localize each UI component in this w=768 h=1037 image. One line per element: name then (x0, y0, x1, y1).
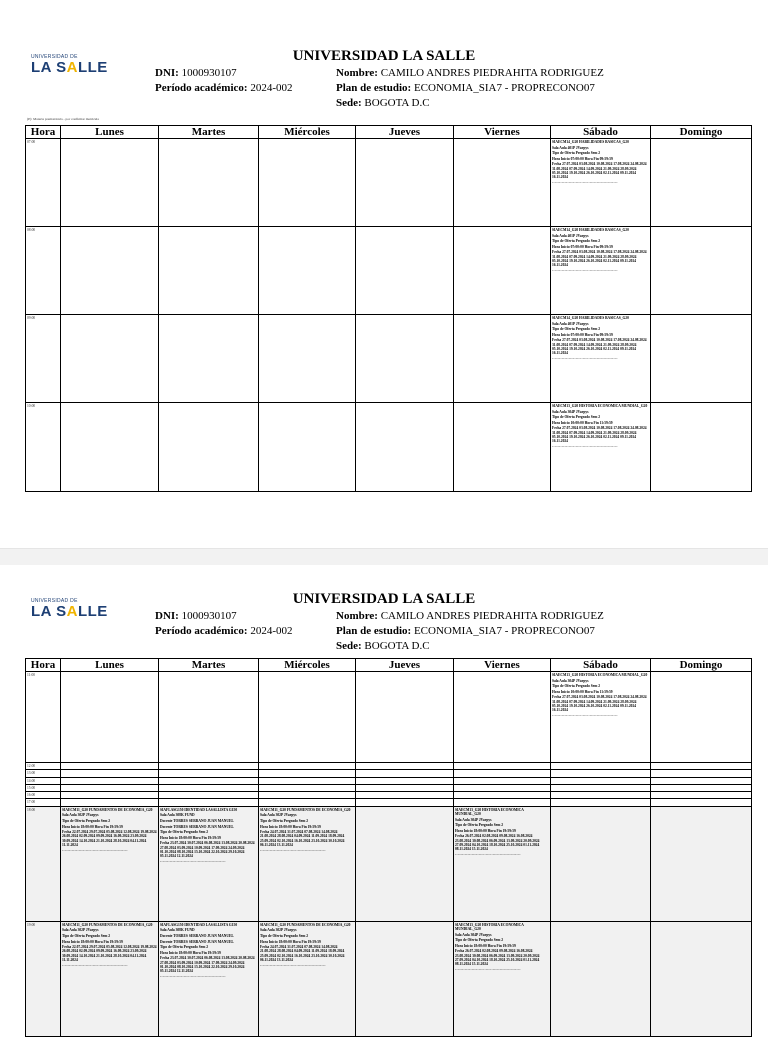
hour-cell: 07:00 (26, 139, 61, 227)
day-cell-lunes (61, 672, 159, 763)
course-detail: Sala Aula 302P JVarpys (260, 928, 297, 933)
dni-value: 1000930107 (181, 610, 237, 622)
course-detail: Hora Inicio 18:00:00 Hora Fin 19:59:59 (62, 824, 123, 829)
course-detail: Docente TORRES SERRANO JUAN MANUEL (160, 933, 234, 938)
schedule-page-2 (0, 565, 768, 1024)
course-detail: Docente TORRES SERRANO JUAN MANUEL (160, 818, 234, 823)
day-cell-lunes (61, 315, 159, 403)
day-cell-jueves (356, 672, 454, 763)
column-header-lunes: Lunes (61, 659, 159, 672)
day-cell-jueves (356, 799, 454, 806)
day-cell-viernes (454, 770, 551, 777)
day-cell-viernes (454, 227, 551, 315)
day-cell-miercoles (259, 139, 356, 227)
course-detail: Sala Aula 302P JVarpys (62, 813, 99, 818)
day-cell-viernes (454, 799, 551, 806)
day-cell-miercoles (259, 799, 356, 806)
day-cell-martes (159, 763, 259, 770)
class-entry (159, 921, 259, 1036)
sede-line (336, 640, 430, 652)
course-detail: Sala Aula 304P JVarpys (455, 817, 492, 822)
course-detail: Tipo de Oferta Pregrado Sem 2 (62, 818, 111, 823)
periodo-value: 2024-002 (250, 625, 293, 637)
periodo-label: Período académico: (155, 82, 248, 94)
course-detail: Docente TORRES SERRANO JUAN MANUEL (160, 939, 234, 944)
course-detail: Tipo de Oferta Pregrado Sem 2 (455, 823, 504, 828)
logo-part: LA S (31, 59, 67, 76)
course-detail: Sala Aula 308K FUND (160, 928, 195, 933)
course-detail: Docente TORRES SERRANO JUAN MANUEL (160, 824, 234, 829)
hour-cell: 10:00 (26, 403, 61, 492)
course-detail: Sala Aula 401P JVarpys (552, 233, 589, 238)
hour-cell: 13:00 (26, 770, 61, 777)
course-detail: Hora Inicio 18:00:00 Hora Fin 19:59:59 (455, 828, 516, 833)
course-detail: Tipo de Oferta Pregrado Sem 2 (160, 945, 209, 950)
table-row (26, 784, 752, 791)
table-row (26, 672, 752, 763)
course-name: SIAFLASG150 IDENTIDAD LASALLISTA G150 (160, 807, 238, 812)
day-cell-viernes (454, 672, 551, 763)
day-cell-viernes (454, 139, 551, 227)
day-cell-sabado (551, 763, 651, 770)
day-cell-jueves (356, 921, 454, 1036)
day-cell-viernes (454, 784, 551, 791)
day-cell-sabado (551, 777, 651, 784)
column-header-martes: Martes (159, 126, 259, 139)
course-detail: Tipo de Oferta Pregrado Sem 2 (260, 933, 309, 938)
day-cell-miercoles (259, 792, 356, 799)
table-header-row (26, 126, 752, 139)
course-name: SIAECM11_G20 FUNDAMENTOS DE ECONOMIA_G20 (62, 807, 153, 812)
course-detail: Hora Inicio 18:00:00 Hora Fin 19:59:59 (455, 943, 516, 948)
day-cell-martes (159, 799, 259, 806)
periodo-line (155, 625, 292, 637)
day-cell-lunes (61, 799, 159, 806)
course-detail: Sala Aula 302P JVarpys (260, 813, 297, 818)
column-header-sábado: Sábado (551, 126, 651, 139)
day-cell-lunes (61, 792, 159, 799)
dni-line (155, 610, 237, 622)
day-cell-miercoles (259, 777, 356, 784)
nombre-line (336, 67, 604, 79)
hour-cell: 19:00 (26, 921, 61, 1036)
course-name: SIAECM13_G20 HISTORIA ECONOMICA MUNDIAL_G20 (455, 807, 524, 817)
day-cell-jueves (356, 792, 454, 799)
course-detail: Fecha 27.07.2024 03.08.2024 10.08.2024 17.08.2024 24.08.2024 31.08.2024 07.09.2024 14.09.2024 21.09.2024 28.09.2024 05.10.2024 19.10.2024 26.10.2024 02.11.2024 09.11.2024 16.11.2024 (552, 695, 647, 713)
class-entry (551, 315, 651, 403)
table-row (26, 763, 752, 770)
day-cell-martes (159, 784, 259, 791)
day-cell-lunes (61, 784, 159, 791)
day-cell-sabado (551, 806, 651, 921)
plan-line (336, 82, 595, 94)
table-row (26, 139, 752, 227)
column-header-hora: Hora (26, 126, 61, 139)
hour-cell: 09:00 (26, 315, 61, 403)
nombre-line (336, 610, 604, 622)
course-detail: Fecha 27.07.2024 03.08.2024 10.08.2024 17.08.2024 24.08.2024 31.08.2024 07.09.2024 14.09.2024 21.09.2024 28.09.2024 05.10.2024 19.10.2024 26.10.2024 02.11.2024 09.11.2024 16.11.2024 (552, 162, 647, 180)
plan-value: ECONOMIA_SIA7 - PROPRECONO07 (413, 625, 595, 637)
course-detail: Tipo de Oferta Pregrado Sem 2 (552, 684, 601, 689)
day-cell-martes (159, 672, 259, 763)
hour-cell: 11:00 (26, 672, 61, 763)
class-entry (454, 806, 551, 921)
dni-label: DNI: (155, 610, 179, 622)
entry-separator: ----------------------------------------------- (260, 963, 326, 968)
periodo-label: Período académico: (155, 625, 248, 637)
course-name: SIAFLASG150 IDENTIDAD LASALLISTA G150 (160, 922, 238, 927)
logo-part: LLE (77, 603, 108, 620)
class-entry (61, 921, 159, 1036)
hour-cell: 08:00 (26, 227, 61, 315)
course-detail: Fecha 22.07.2024 29.07.2024 05.08.2024 12.08.2024 19.08.2024 26.08.2024 02.09.2024 09.09.2024 16.09.2024 23.09.2024 30.09.2024 14.10.2024 21.10.2024 28.10.2024 04.11.2024 11.11.2024 (62, 830, 157, 848)
entry-separator: ----------------------------------------------- (552, 444, 618, 449)
day-cell-domingo (651, 672, 752, 763)
hour-cell: 12:00 (26, 763, 61, 770)
day-cell-lunes (61, 770, 159, 777)
course-detail: Tipo de Oferta Pregrado Sem 2 (260, 818, 309, 823)
nombre-label: Nombre: (336, 610, 378, 622)
table-row (26, 792, 752, 799)
schedule-table (25, 125, 752, 492)
course-name: SIAECM14_G20 HABILIDADES BASICAS_G20 (552, 228, 629, 232)
nombre-value: CAMILO ANDRES PIEDRAHITA RODRIGUEZ (380, 610, 604, 622)
course-detail: Hora Inicio 18:00:00 Hora Fin 19:59:59 (160, 950, 221, 955)
course-name: SIAECM14_G20 HABILIDADES BASICAS_G20 (552, 140, 629, 144)
day-cell-jueves (356, 784, 454, 791)
column-header-sábado: Sábado (551, 659, 651, 672)
logo-small-text: UNIVERSIDAD DE (31, 54, 78, 60)
university-title: UNIVERSIDAD LA SALLE (292, 48, 476, 64)
day-cell-lunes (61, 763, 159, 770)
course-detail: Sala Aula 401P JVarpys (552, 145, 589, 150)
entry-separator: ----------------------------------------------- (260, 848, 326, 853)
dni-label: DNI: (155, 67, 179, 79)
course-detail: Fecha 27.07.2024 03.08.2024 10.08.2024 17.08.2024 24.08.2024 31.08.2024 07.09.2024 14.09.2024 21.09.2024 28.09.2024 05.10.2024 19.10.2024 26.10.2024 02.11.2024 09.11.2024 16.11.2024 (552, 338, 647, 356)
hour-cell: 16:00 (26, 792, 61, 799)
hour-cell: 14:00 (26, 777, 61, 784)
class-entry (551, 139, 651, 227)
column-header-viernes: Viernes (454, 659, 551, 672)
day-cell-martes (159, 139, 259, 227)
course-detail: Tipo de Oferta Pregrado Sem 2 (552, 415, 601, 420)
logo-part: LLE (77, 59, 108, 76)
table-row (26, 799, 752, 806)
periodo-value: 2024-002 (250, 82, 293, 94)
plan-label: Plan de estudio: (336, 625, 412, 637)
plan-line (336, 625, 595, 637)
entry-separator: ----------------------------------------------- (552, 713, 618, 718)
column-header-jueves: Jueves (356, 659, 454, 672)
class-entry (551, 672, 651, 763)
column-header-domingo: Domingo (651, 126, 752, 139)
logo-small-text: UNIVERSIDAD DE (31, 598, 78, 604)
table-row (26, 770, 752, 777)
day-cell-lunes (61, 139, 159, 227)
day-cell-miercoles (259, 770, 356, 777)
day-cell-miercoles (259, 672, 356, 763)
day-cell-martes (159, 770, 259, 777)
course-detail: Fecha 24.07.2024 31.07.2024 07.08.2024 14.08.2024 21.08.2024 28.08.2024 04.09.2024 11.09.2024 18.09.2024 25.09.2024 02.10.2024 16.10.2024 23.10.2024 30.10.2024 06.11.2024 13.11.2024 (260, 945, 345, 963)
course-detail: Fecha 26.07.2024 02.08.2024 09.08.2024 16.08.2024 23.08.2024 30.08.2024 06.09.2024 13.09.2024 20.09.2024 27.09.2024 04.10.2024 18.10.2024 25.10.2024 01.11.2024 08.11.2024 15.11.2024 (455, 949, 540, 967)
hour-cell: 15:00 (26, 784, 61, 791)
course-detail: Hora Inicio 18:00:00 Hora Fin 19:59:59 (260, 939, 321, 944)
day-cell-lunes (61, 227, 159, 315)
column-header-hora: Hora (26, 659, 61, 672)
course-detail: Sala Aula 308K FUND (160, 813, 195, 818)
logo-part: LA S (31, 603, 67, 620)
course-detail: Tipo de Oferta Pregrado Sem 2 (455, 938, 504, 943)
course-detail: Sala Aula 401P JVarpys (552, 321, 589, 326)
column-header-miércoles: Miércoles (259, 659, 356, 672)
entry-separator: ----------------------------------------------- (160, 974, 226, 979)
course-detail: Tipo de Oferta Pregrado Sem 2 (160, 830, 209, 835)
course-detail: Fecha 27.07.2024 03.08.2024 10.08.2024 17.08.2024 24.08.2024 31.08.2024 07.09.2024 14.09.2024 21.09.2024 28.09.2024 05.10.2024 19.10.2024 26.10.2024 02.11.2024 09.11.2024 16.11.2024 (552, 426, 647, 444)
class-entry (551, 227, 651, 315)
day-cell-sabado (551, 792, 651, 799)
day-cell-domingo (651, 770, 752, 777)
nombre-value: CAMILO ANDRES PIEDRAHITA RODRIGUEZ (380, 67, 604, 79)
day-cell-domingo (651, 139, 752, 227)
prematricula-note: (P): Materia prematrícula - por confirmar matrícula (27, 117, 99, 121)
sede-label: Sede: (336, 640, 362, 652)
course-detail: Fecha 23.07.2024 30.07.2024 06.08.2024 13.08.2024 20.08.2024 27.08.2024 03.09.2024 10.09.2024 17.09.2024 24.09.2024 01.10.2024 08.10.2024 15.10.2024 22.10.2024 29.10.2024 05.11.2024 12.11.2024 (160, 841, 255, 859)
course-detail: Hora Inicio 18:00:00 Hora Fin 19:59:59 (160, 835, 221, 840)
day-cell-jueves (356, 139, 454, 227)
course-detail: Fecha 24.07.2024 31.07.2024 07.08.2024 14.08.2024 21.08.2024 28.08.2024 04.09.2024 11.09.2024 18.09.2024 25.09.2024 02.10.2024 16.10.2024 23.10.2024 30.10.2024 06.11.2024 13.11.2024 (260, 830, 345, 848)
day-cell-sabado (551, 799, 651, 806)
day-cell-jueves (356, 806, 454, 921)
column-header-martes: Martes (159, 659, 259, 672)
sede-line (336, 97, 430, 109)
course-detail: Sala Aula 302P JVarpys (62, 928, 99, 933)
course-name: SIAECM14_G20 HABILIDADES BASICAS_G20 (552, 316, 629, 320)
day-cell-jueves (356, 227, 454, 315)
day-cell-miercoles (259, 403, 356, 492)
day-cell-viernes (454, 792, 551, 799)
course-detail: Sala Aula 304P JVarpys (455, 932, 492, 937)
day-cell-lunes (61, 777, 159, 784)
class-entry (454, 921, 551, 1036)
entry-separator: ----------------------------------------------- (552, 356, 618, 361)
entry-separator: ----------------------------------------------- (455, 967, 521, 972)
day-cell-martes (159, 792, 259, 799)
class-entry (551, 403, 651, 492)
sede-value: BOGOTA D.C (364, 97, 430, 109)
entry-separator: ----------------------------------------------- (160, 859, 226, 864)
day-cell-martes (159, 315, 259, 403)
nombre-label: Nombre: (336, 67, 378, 79)
column-header-jueves: Jueves (356, 126, 454, 139)
course-detail: Fecha 23.07.2024 30.07.2024 06.08.2024 13.08.2024 20.08.2024 27.08.2024 03.09.2024 10.09.2024 17.09.2024 24.09.2024 01.10.2024 08.10.2024 15.10.2024 22.10.2024 29.10.2024 05.11.2024 12.11.2024 (160, 956, 255, 974)
day-cell-jueves (356, 777, 454, 784)
sede-label: Sede: (336, 97, 362, 109)
entry-separator: ----------------------------------------------- (552, 180, 618, 185)
table-row (26, 315, 752, 403)
course-detail: Tipo de Oferta Pregrado Sem 2 (552, 327, 601, 332)
day-cell-viernes (454, 777, 551, 784)
day-cell-miercoles (259, 784, 356, 791)
course-name: SIAECM13_G20 HISTORIA ECONOMICA MUNDIAL_G20 (552, 673, 648, 677)
course-name: SIAECM11_G20 FUNDAMENTOS DE ECONOMIA_G20 (260, 807, 351, 812)
course-detail: Hora Inicio 10:00:00 Hora Fin 11:59:59 (552, 689, 613, 694)
entry-separator: ----------------------------------------------- (62, 848, 128, 853)
logo-accent: A (66, 603, 78, 620)
day-cell-domingo (651, 921, 752, 1036)
course-detail: Hora Inicio 18:00:00 Hora Fin 19:59:59 (62, 939, 123, 944)
course-name: SIAECM11_G20 FUNDAMENTOS DE ECONOMIA_G20 (62, 922, 153, 927)
table-header-row (26, 659, 752, 672)
course-detail: Fecha 26.07.2024 02.08.2024 09.08.2024 16.08.2024 23.08.2024 30.08.2024 06.09.2024 13.09.2024 20.09.2024 27.09.2024 04.10.2024 18.10.2024 25.10.2024 01.11.2024 08.11.2024 15.11.2024 (455, 834, 540, 852)
day-cell-sabado (551, 921, 651, 1036)
course-detail: Hora Inicio 10:00:00 Hora Fin 11:59:59 (552, 420, 613, 425)
entry-separator: ----------------------------------------------- (552, 268, 618, 273)
course-detail: Hora Inicio 07:00:00 Hora Fin 09:59:59 (552, 244, 613, 249)
table-row (26, 227, 752, 315)
entry-separator: ----------------------------------------------- (455, 852, 521, 857)
entry-separator: ----------------------------------------------- (62, 963, 128, 968)
day-cell-lunes (61, 403, 159, 492)
course-detail: Fecha 27.07.2024 03.08.2024 10.08.2024 17.08.2024 24.08.2024 31.08.2024 07.09.2024 14.09.2024 21.09.2024 28.09.2024 05.10.2024 19.10.2024 26.10.2024 02.11.2024 09.11.2024 16.11.2024 (552, 250, 647, 268)
course-detail: Hora Inicio 18:00:00 Hora Fin 19:59:59 (260, 824, 321, 829)
class-entry (259, 921, 356, 1036)
class-entry (61, 806, 159, 921)
day-cell-domingo (651, 315, 752, 403)
column-header-domingo: Domingo (651, 659, 752, 672)
schedule-table (25, 658, 752, 1037)
table-row (26, 777, 752, 784)
day-cell-domingo (651, 799, 752, 806)
course-detail: Hora Inicio 07:00:00 Hora Fin 09:59:59 (552, 156, 613, 161)
plan-value: ECONOMIA_SIA7 - PROPRECONO07 (413, 82, 595, 94)
day-cell-domingo (651, 227, 752, 315)
day-cell-sabado (551, 770, 651, 777)
class-entry (259, 806, 356, 921)
course-detail: Sala Aula 304P JVarpys (552, 409, 589, 414)
day-cell-sabado (551, 784, 651, 791)
sede-value: BOGOTA D.C (364, 640, 430, 652)
dni-line (155, 67, 237, 79)
day-cell-jueves (356, 763, 454, 770)
course-detail: Hora Inicio 07:00:00 Hora Fin 09:59:59 (552, 332, 613, 337)
plan-label: Plan de estudio: (336, 82, 412, 94)
column-header-miércoles: Miércoles (259, 126, 356, 139)
day-cell-miercoles (259, 763, 356, 770)
dni-value: 1000930107 (181, 67, 237, 79)
hour-cell: 18:00 (26, 806, 61, 921)
course-detail: Tipo de Oferta Pregrado Sem 2 (62, 933, 111, 938)
day-cell-jueves (356, 403, 454, 492)
class-entry (159, 806, 259, 921)
day-cell-viernes (454, 403, 551, 492)
table-row (26, 921, 752, 1036)
day-cell-domingo (651, 784, 752, 791)
table-row (26, 403, 752, 492)
logo-accent: A (66, 59, 78, 76)
course-detail: Fecha 22.07.2024 29.07.2024 05.08.2024 12.08.2024 19.08.2024 26.08.2024 02.09.2024 09.09.2024 16.09.2024 23.09.2024 30.09.2024 14.10.2024 21.10.2024 28.10.2024 04.11.2024 11.11.2024 (62, 945, 157, 963)
table-row (26, 806, 752, 921)
day-cell-martes (159, 403, 259, 492)
column-header-viernes: Viernes (454, 126, 551, 139)
day-cell-miercoles (259, 227, 356, 315)
day-cell-domingo (651, 792, 752, 799)
day-cell-viernes (454, 315, 551, 403)
periodo-line (155, 82, 292, 94)
course-detail: Sala Aula 304P JVarpys (552, 678, 589, 683)
day-cell-domingo (651, 806, 752, 921)
hour-cell: 17:00 (26, 799, 61, 806)
day-cell-jueves (356, 770, 454, 777)
university-title: UNIVERSIDAD LA SALLE (292, 591, 476, 607)
course-detail: Tipo de Oferta Pregrado Sem 2 (552, 151, 601, 156)
day-cell-domingo (651, 777, 752, 784)
column-header-lunes: Lunes (61, 126, 159, 139)
course-name: SIAECM13_G20 HISTORIA ECONOMICA MUNDIAL_G20 (455, 922, 524, 932)
course-name: SIAECM13_G20 HISTORIA ECONOMICA MUNDIAL_G20 (552, 404, 648, 408)
day-cell-domingo (651, 403, 752, 492)
course-name: SIAECM11_G20 FUNDAMENTOS DE ECONOMIA_G20 (260, 922, 351, 927)
day-cell-viernes (454, 763, 551, 770)
day-cell-martes (159, 777, 259, 784)
course-detail: Tipo de Oferta Pregrado Sem 2 (552, 239, 601, 244)
day-cell-martes (159, 227, 259, 315)
day-cell-miercoles (259, 315, 356, 403)
day-cell-jueves (356, 315, 454, 403)
day-cell-domingo (651, 763, 752, 770)
